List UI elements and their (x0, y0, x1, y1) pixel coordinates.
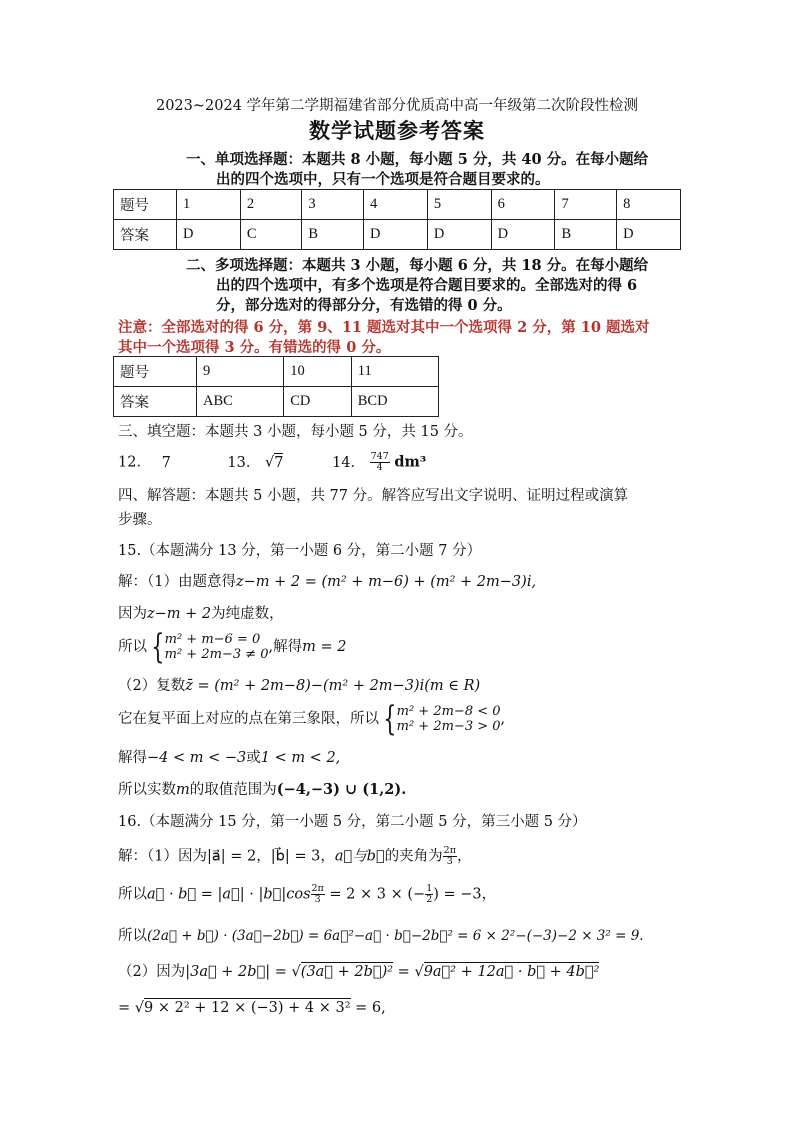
sqrt-icon: √ (414, 964, 424, 980)
q16-step1-mid: ， (320, 848, 335, 865)
table-row (114, 190, 681, 220)
q15-ineq2: m² + 2m−3 > 0 (396, 719, 501, 734)
q16-step2-end: ) = −3， (433, 886, 497, 903)
q16-step2-text: 所以 (118, 886, 147, 903)
fill-in-answers (118, 452, 426, 473)
q16-step5-end: = 6, (350, 1000, 386, 1016)
q15-step1 (118, 572, 536, 592)
table-cell: 题号 (114, 190, 177, 220)
table-cell: 2 (240, 190, 302, 220)
q15-step6-or: 或 (246, 750, 261, 766)
table-row (114, 357, 439, 387)
q15-step7-result: (−4,−3) ∪ (1,2). (276, 781, 407, 798)
q16-step4-a: |3a⃗ + 2b⃗| = (185, 964, 292, 980)
note-line1: 注意：全部选对的得 6 分，第 9、11 题选对其中一个选项得 2 分，第 10 题选对 (118, 319, 650, 336)
table-cell: 9 (197, 357, 284, 387)
q15-step6-a: −4 < m < −3 (147, 750, 247, 766)
section1-line2: 出的四个选项中，只有一个选项是符合题目要求的。 (216, 171, 550, 188)
q16-step2-math: a⃗ · b⃗ = |a⃗| · |b⃗|cos (147, 886, 311, 903)
q13-label: 13． (227, 454, 261, 471)
table-cell: 11 (351, 357, 438, 387)
q15-step3-result: m = 2 (302, 639, 347, 655)
section3-title: 三、填空题：本题共 3 小题，每小题 5 分，共 15 分。 (118, 424, 473, 440)
table-cell: 答案 (114, 387, 197, 417)
section4-line2: 步骤。 (118, 512, 162, 528)
q15-step1-text: 解：（1）由题意得 (118, 574, 236, 590)
fraction-numerator: 2π (443, 845, 456, 856)
brace-icon: { (151, 627, 165, 667)
q15-step7 (118, 780, 406, 800)
q16-step1 (118, 846, 471, 874)
q15-eq2: m² + 2m−3 ≠ 0 (164, 647, 269, 662)
table-cell: 8 (617, 190, 681, 220)
section2-line1: 二、多项选择题：本题共 3 小题，每小题 6 分，共 18 分。在每小题给 (186, 257, 649, 274)
fraction-denominator: 3 (314, 894, 321, 905)
q15-step6 (118, 748, 340, 768)
section2-line2: 出的四个选项中，有多个选项是符合题目要求的。全部选对的得 6 (216, 277, 638, 294)
q14-unit: dm³ (394, 453, 427, 471)
q14-denominator: 4 (376, 462, 383, 473)
table-cell: CD (284, 387, 352, 417)
table-cell: 6 (491, 190, 555, 220)
table-cell: D (617, 220, 681, 250)
table-cell: D (427, 220, 491, 250)
table-cell: D (491, 220, 555, 250)
q15-step7-mid: 的取值范围为 (189, 782, 277, 798)
page-title: 数学试题参考答案 (309, 118, 485, 143)
q16-cos-fraction (311, 884, 325, 905)
q15-step2-text-end: 为纯虚数， (211, 606, 284, 622)
note-line2: 其中一个选项得 3 分。有错选的得 0 分。 (118, 339, 391, 356)
table-cell: C (240, 220, 302, 250)
q15-system (165, 632, 269, 662)
fraction-numerator: 2π (311, 883, 324, 894)
section2-line3: 分，部分选对的得部分分，有选错的得 0 分。 (216, 297, 512, 314)
fraction-denominator: 2 (426, 894, 433, 905)
q14-label: 14． (332, 454, 366, 471)
exam-header: 2023~2024 学年第二学期福建省部分优质高中高一年级第二次阶段性检测 (155, 98, 639, 114)
table-cell: 题号 (114, 357, 197, 387)
q16-step1-sep: ， (256, 848, 271, 865)
q16-step3-math: (2a⃗ + b⃗) · (3a⃗−2b⃗) = 6a⃗²−a⃗ · b⃗−2b⃗² = 6 × 2²−(−3)−2 × 3² = 9. (147, 928, 644, 944)
table-cell: 10 (284, 357, 352, 387)
table-row (114, 220, 681, 250)
table-cell: D (364, 220, 428, 250)
table-cell: 答案 (114, 220, 177, 250)
q16-step3-text: 所以 (118, 928, 147, 944)
table-row (114, 387, 439, 417)
q15-ineq1: m² + 2m−8 < 0 (396, 704, 501, 719)
q15-step2 (118, 604, 284, 624)
table-cell: 5 (427, 190, 491, 220)
q15-step7-text: 所以实数 (118, 782, 176, 798)
table-cell: 4 (364, 190, 428, 220)
q16-step1-vectors: a⃗与b⃗ (334, 848, 385, 865)
q15-step4-text: （2）复数 (118, 678, 186, 694)
q13-answer: 7 (274, 454, 284, 471)
q16-step4-root2: 9a⃗² + 12a⃗ · b⃗ + 4b⃗² (423, 964, 600, 980)
q15-step4-math: z̄ = (m² + 2m−8)−(m² + 2m−3)i(m ∈ R) (185, 678, 481, 694)
fraction-denominator: 3 (446, 856, 453, 867)
q16-step1-end: ， (456, 848, 472, 865)
q15-step3 (118, 627, 347, 667)
table-cell: B (302, 220, 364, 250)
q15-step3-mid: ,解得 (268, 639, 303, 655)
q15-step5-end: , (500, 711, 506, 727)
q16-step4 (118, 962, 599, 982)
q16-angle-fraction (443, 846, 457, 867)
table-cell: 7 (555, 190, 617, 220)
q16-step1-post: 的夹角为 (384, 848, 443, 865)
section4-line1: 四、解答题：本题共 5 小题，共 77 分。解答应写出文字说明、证明过程或演算 (118, 488, 629, 504)
q16-step1-b: |b⃗| = 3 (270, 848, 321, 865)
fraction-numerator: 1 (426, 883, 433, 894)
q14-numerator: 747 (370, 451, 389, 462)
q15-inequalities (397, 704, 501, 734)
q15-step7-m: m (176, 782, 190, 798)
q16-step4-root1: (3a⃗ + 2b⃗)² (300, 964, 394, 980)
q15-step1-math: z−m + 2 = (m² + m−6) + (m² + 2m−3)i, (235, 574, 537, 590)
q16-title: 16.（本题满分 15 分，第一小题 5 分，第二小题 5 分，第三小题 5 分） (118, 814, 587, 830)
q14-fraction (370, 452, 390, 473)
sqrt-icon: √ (291, 964, 301, 980)
q15-eq1: m² + m−6 = 0 (164, 632, 261, 647)
q15-step2-text: 因为 (118, 606, 147, 622)
table-cell: 1 (177, 190, 241, 220)
q15-step6-b: 1 < m < 2, (260, 750, 341, 766)
answer-table-single (113, 189, 681, 250)
q16-step2-mid: = 2 × 3 × (− (324, 886, 426, 903)
q16-step4-eq: = (393, 964, 415, 980)
q15-step5-text: 它在复平面上对应的点在第三象限，所以 (118, 711, 379, 727)
q15-step3-text: 所以 (118, 639, 147, 655)
sqrt-icon: √ (134, 1000, 145, 1016)
brace-icon: { (383, 699, 397, 739)
table-cell: ABC (197, 387, 284, 417)
q15-step5 (118, 699, 506, 739)
q15-step4 (118, 676, 480, 696)
q15-step2-math: z−m + 2 (147, 606, 212, 622)
q16-step1-text: 解：（1）因为 (118, 848, 207, 865)
table-cell: B (555, 220, 617, 250)
q16-step1-a: |a⃗| = 2 (206, 848, 257, 865)
table-cell: BCD (351, 387, 438, 417)
q16-step5-root: 9 × 2² + 12 × (−3) + 4 × 3² (144, 1000, 351, 1016)
section1-line1: 一、单项选择题：本题共 8 小题，每小题 5 分，共 40 分。在每小题给 (186, 151, 649, 168)
q12-label: 12． (118, 454, 151, 471)
sqrt-icon: √ (264, 454, 275, 471)
q12-answer: 7 (161, 454, 171, 471)
answer-table-multiple (113, 356, 439, 417)
q16-step4-text: （2）因为 (118, 964, 186, 980)
q16-step3 (118, 926, 644, 946)
q16-step5-eq: = (118, 1000, 135, 1016)
table-cell: 3 (302, 190, 364, 220)
q15-title: 15.（本题满分 13 分，第一小题 6 分，第二小题 7 分） (118, 543, 482, 559)
q16-step5 (118, 998, 386, 1018)
q15-step6-text: 解得 (118, 750, 147, 766)
table-cell: D (177, 220, 241, 250)
q16-step2 (118, 884, 496, 914)
